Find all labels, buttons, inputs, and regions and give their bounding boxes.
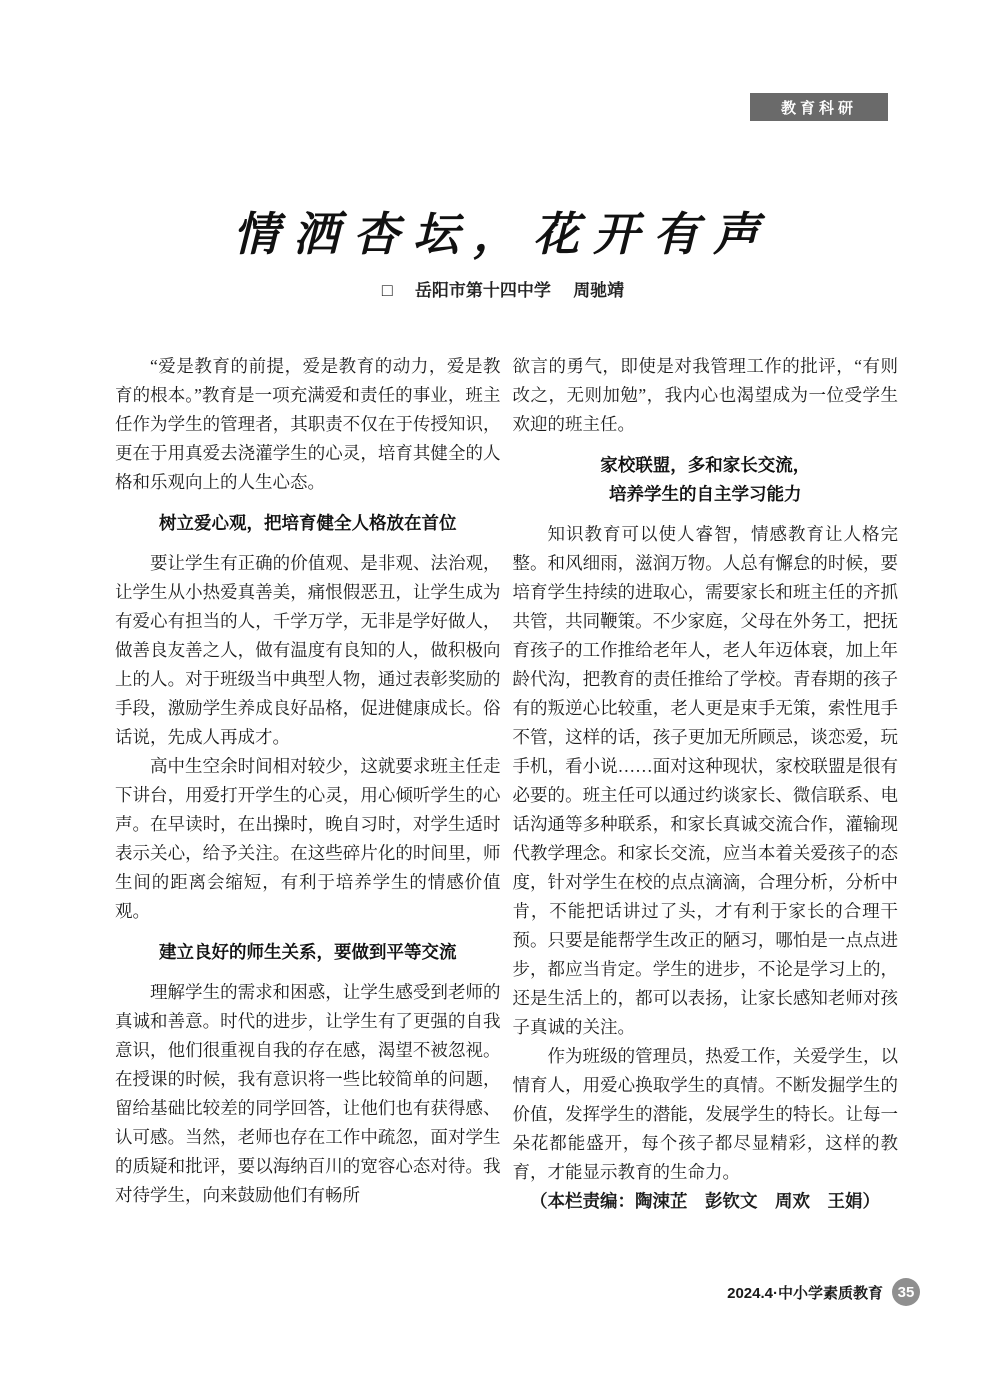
left-column: [115, 352, 501, 1216]
heading-line-1: 家校联盟，多和家长交流，: [600, 455, 811, 475]
editor-credit: （本栏责编：陶涑芷 彭钦文 周欢 王娟）: [530, 1191, 880, 1211]
paragraph: 要让学生有正确的价值观、是非观、法治观，让学生从小热爱真善美，痛恨假恶丑，让学生成为有爱心有担当的人，千学万学，无非是学好做人，做善良友善之人，做有温度有良知的人，做积极向上的人。对于班级当中典型人物，通过表彰奖励的手段，激励学生养成良好品格，促进健康成长。俗话说，先成人再成才。: [115, 553, 501, 747]
page-footer: [727, 1278, 920, 1306]
section-heading: 树立爱心观，把培育健全人格放在首位: [159, 513, 457, 533]
heading-line-2: 培养学生的自主学习能力: [609, 484, 802, 504]
article-title: 情洒杏坛，花开有声: [233, 209, 773, 260]
right-column: [513, 352, 899, 1216]
page-number-badge: 35: [892, 1278, 920, 1306]
author-line: [0, 276, 1006, 301]
paragraph: 作为班级的管理员，热爱工作，关爱学生，以情育人，用爱心换取学生的真情。不断发掘学生的价值，发挥学生的潜能，发展学生的特长。让每一朵花都能盛开，每个孩子都尽显精彩，这样的教育，才能显示教育的生命力。: [512, 1046, 898, 1182]
paragraph: 高中生空余时间相对较少，这就要求班主任走下讲台，用爱打开学生的心灵，用心倾听学生的心声。在早读时，在出操时，晚自习时，对学生适时表示关心，给予关注。在这些碎片化的时间里，师生间的距离会缩短，有利于培养学生的情感价值观。: [115, 756, 501, 921]
section-badge: 教育科研: [750, 93, 888, 121]
journal-issue: 2024.4·中小学素质教育: [727, 1284, 883, 1302]
author-school: 岳阳市第十四中学: [414, 281, 551, 300]
paragraph-continuation: 欲言的勇气，即使是对我管理工作的批评，“有则改之，无则加勉”，我内心也渴望成为一位受学生欢迎的班主任。: [512, 356, 898, 434]
paragraph: 知识教育可以使人睿智，情感教育让人格完整。和风细雨，滋润万物。人总有懈怠的时候，要培育学生持续的进取心，需要家长和班主任的齐抓共管，共同鞭策。不少家庭，父母在外务工，把抚育孩子的工作推给老年人，老人年迈体衰，加上年龄代沟，把教育的责任推给了学校。青春期的孩子有的叛逆心比较重，老人更是束手无策，索性甩手不管，这样的话，孩子更加无所顾忌，谈恋爱，玩手机，看小说……面对这种现状，家校联盟是很有必要的。班主任可以通过约谈家长、微信联系、电话沟通等多种联系，和家长真诚交流合作，灌输现代教学理念。和家长交流，应当本着关爱孩子的态度，针对学生在校的点点滴滴，合理分析，分析中肯，不能把话讲过了头，才有利于家长的合理干预。只要是能帮学生改正的陋习，哪怕是一点点进步，都应当肯定。学生的进步，不论是学习上的，还是生活上的，都可以表扬，让家长感知老师对孩子真诚的关注。: [512, 524, 898, 1037]
paragraph: “爱是教育的前提，爱是教育的动力，爱是教育的根本。”教育是一项充满爱和责任的事业，班主任作为学生的管理者，其职责不仅在于传授知识，更在于用真爱去浇灌学生的心灵，培育其健全的人格和乐观向上的人生心态。: [115, 356, 501, 492]
section-heading: 建立良好的师生关系，要做到平等交流: [159, 942, 457, 962]
paragraph: 理解学生的需求和困惑，让学生感受到老师的真诚和善意。时代的进步，让学生有了更强的自我意识，他们很重视自我的存在感，渴望不被忽视。在授课的时候，我有意识将一些比较简单的问题，留给基础比较差的同学回答，让他们也有获得感、认可感。当然，老师也存在工作中疏忽，面对学生的质疑和批评，要以海纳百川的宽容心态对待。我对待学生，向来鼓励他们有畅所: [115, 982, 501, 1205]
article-body: [115, 352, 898, 1216]
section-heading: [513, 451, 899, 509]
author-name: 周驰靖: [573, 281, 625, 300]
author-marker-icon: □: [381, 280, 393, 300]
